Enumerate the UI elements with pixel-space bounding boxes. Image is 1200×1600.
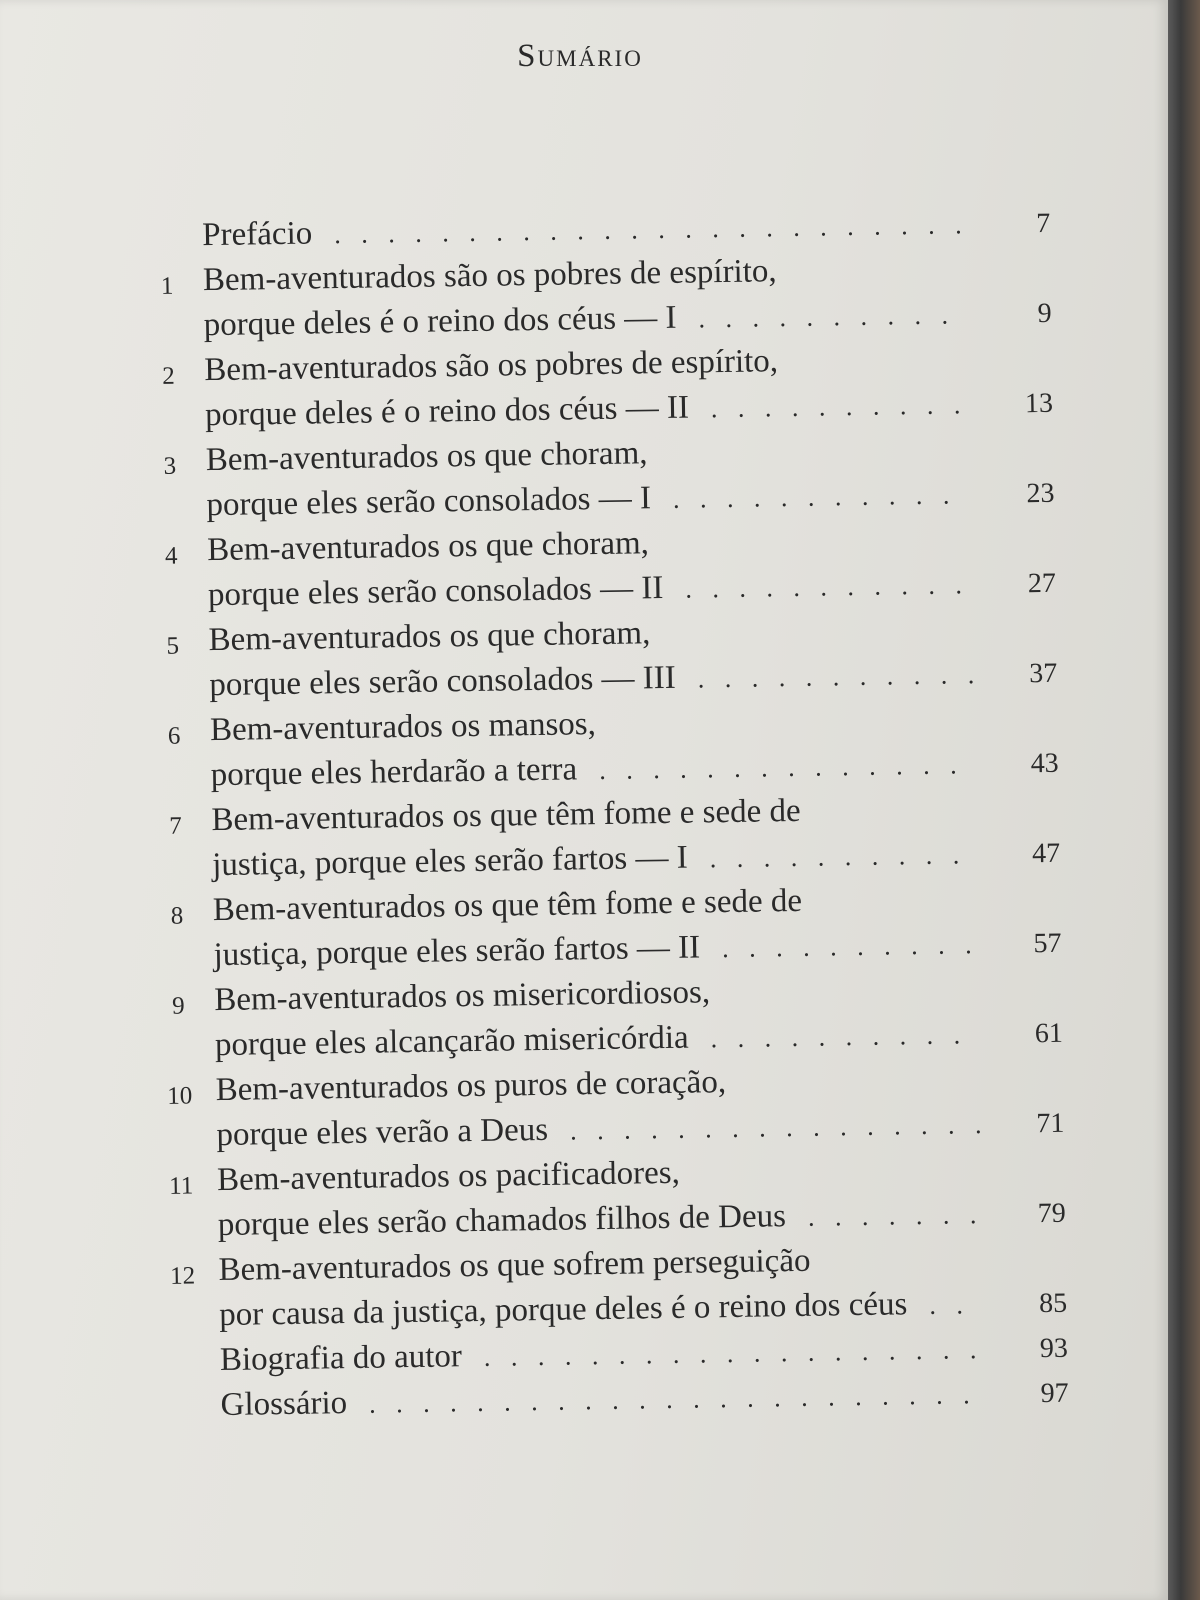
dot-leader: [599, 750, 975, 786]
toc-entry: [156, 609, 1057, 713]
toc-entry: [154, 429, 1055, 533]
page-number: 43: [1030, 747, 1059, 780]
toc-entry: [151, 249, 1052, 353]
entry-text: Bem-aventurados os mansos,: [209, 706, 597, 749]
chapter-number: 12: [169, 1262, 196, 1290]
dot-leader: [698, 660, 974, 694]
dot-leader: [710, 840, 977, 874]
entry-text: Bem-aventurados os pacificadores,: [216, 1154, 681, 1199]
entry-text: Bem-aventurados são os pobres de espírito,: [202, 253, 777, 299]
dot-leader: [711, 390, 970, 424]
page-number: 37: [1029, 657, 1058, 690]
page-number: 9: [1037, 297, 1052, 330]
toc-entry: [163, 1059, 1064, 1163]
entry-text: porque deles é o reino dos céus — II: [204, 389, 690, 434]
page-number: 7: [1035, 207, 1051, 240]
dot-leader: [484, 1335, 984, 1373]
dot-leader: [808, 1200, 982, 1233]
entry-text: Bem-aventurados os que têm fome e sede de: [212, 882, 803, 929]
page-number: 85: [1038, 1287, 1068, 1320]
toc-entry: [162, 969, 1063, 1073]
toc-entry: [166, 1239, 1067, 1343]
chapter-number: 1: [160, 272, 174, 300]
entry-text: Bem-aventurados os que têm fome e sede de: [211, 792, 801, 839]
entry-text: porque eles serão consolados — II: [207, 569, 664, 614]
toc-entry: [161, 879, 1062, 983]
entry-text: por causa da justiça, porque deles é o reino dos céus: [218, 1286, 908, 1334]
entry-text: justiça, porque eles serão fartos — II: [213, 929, 701, 974]
chapter-number: 4: [164, 542, 178, 570]
entry-text: porque eles verão a Deus: [216, 1111, 549, 1154]
page-number: 79: [1037, 1197, 1066, 1230]
entry-text: porque eles serão consolados — III: [209, 659, 677, 704]
toc-entry: [159, 789, 1060, 893]
page-edge: [1168, 0, 1200, 1600]
chapter-number: 2: [162, 362, 175, 390]
entry-text: porque eles serão consolados — I: [206, 480, 652, 524]
table-of-contents: [150, 204, 1069, 1433]
entry-text: Biografia do autor: [219, 1338, 463, 1379]
chapter-number: 8: [170, 902, 184, 930]
entry-text: porque deles é o reino dos céus — I: [203, 299, 677, 344]
entry-text: Bem-aventurados os que choram,: [205, 435, 648, 479]
page-number: 61: [1034, 1017, 1064, 1050]
chapter-number: 3: [163, 452, 177, 480]
chapter-number: 7: [169, 812, 183, 840]
page-title: Sumário: [517, 38, 643, 74]
entry-text: Bem-aventurados os que choram,: [208, 615, 651, 659]
entry-text: porque eles herdarão a terra: [210, 751, 578, 794]
page-number: 27: [1027, 567, 1057, 600]
dot-leader: [570, 1110, 981, 1146]
page-number: 93: [1039, 1332, 1069, 1365]
dot-leader: [722, 930, 978, 964]
entry-text: Bem-aventurados são os pobres de espírito,: [204, 343, 779, 389]
entry-text: Prefácio: [201, 215, 313, 254]
toc-entry: [165, 1149, 1066, 1253]
entry-text: porque eles alcançarão misericórdia: [214, 1019, 689, 1064]
dot-leader: [673, 480, 971, 515]
dot-leader: [710, 1020, 979, 1054]
entry-text: Bem-aventurados os misericordiosos,: [214, 974, 711, 1019]
page-number: 47: [1031, 837, 1061, 870]
toc-entry: [158, 699, 1059, 803]
dot-leader: [698, 300, 968, 334]
toc-entry: [152, 339, 1053, 443]
entry-text: Bem-aventurados os que choram,: [206, 525, 650, 569]
dot-leader: [929, 1290, 983, 1321]
entry-text: Glossário: [220, 1385, 348, 1424]
chapter-number: 6: [167, 722, 181, 750]
dot-leader: [685, 570, 972, 604]
page-number: 23: [1026, 477, 1055, 510]
entry-text: justiça, porque eles serão fartos — I: [211, 839, 688, 884]
chapter-number: 10: [167, 1082, 193, 1110]
dot-leader: [369, 1380, 985, 1420]
entry-text: Bem-aventurados os que sofrem perseguição: [218, 1242, 811, 1289]
chapter-number: 9: [171, 992, 185, 1020]
page-number: 13: [1024, 387, 1054, 420]
entry-text: Bem-aventurados os puros de coração,: [215, 1064, 727, 1109]
page-number: 97: [1040, 1377, 1069, 1410]
toc-entry: [155, 519, 1056, 623]
page-number: 57: [1033, 927, 1062, 960]
entry-text: porque eles serão chamados filhos de Deus: [217, 1198, 787, 1244]
chapter-number: 5: [166, 632, 180, 660]
chapter-number: 11: [168, 1172, 194, 1200]
page-number: 71: [1036, 1107, 1065, 1140]
dot-leader: [334, 210, 966, 250]
